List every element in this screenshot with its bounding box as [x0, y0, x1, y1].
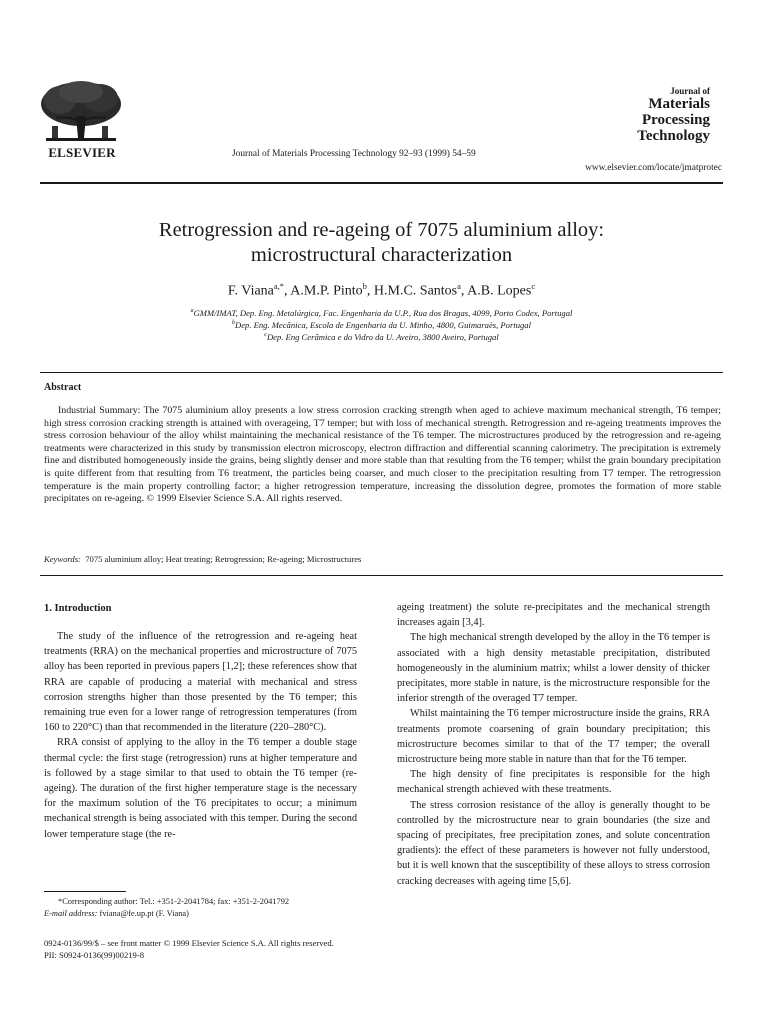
author-name: A.B. Lopes — [467, 283, 532, 299]
paragraph-continuation: ageing treatment) the solute re-precipitates and the mechanical strength increases again [3,4]. — [397, 602, 710, 629]
header-rule — [40, 182, 723, 184]
author-name: A.M.P. Pinto — [290, 283, 363, 299]
publisher-name: ELSEVIER — [48, 145, 116, 160]
email-address[interactable]: fviana@fe.up.pt (F. Viana) — [99, 908, 189, 918]
journal-logo-prefix: Journal of — [670, 86, 710, 96]
abstract-heading: Abstract — [44, 382, 82, 393]
journal-logo — [600, 86, 710, 144]
author-separator: , — [460, 283, 468, 299]
title-line-1: Retrogression and re-ageing of 7075 aluminium alloy: — [158, 219, 605, 241]
affiliation-marker: a — [190, 308, 194, 314]
journal-citation: Journal of Materials Processing Technology 92–93 (1999) 54–59 — [232, 149, 476, 159]
section-heading-introduction: 1. Introduction — [44, 603, 112, 614]
copyright-footer — [44, 937, 334, 961]
left-column — [44, 629, 357, 842]
author-affiliation-marker: b — [362, 281, 367, 291]
author-affiliation-marker: a,* — [273, 281, 285, 291]
copyright-line: 0924-0136/99/$ – see front matter © 1999 Elsevier Science S.A. All rights reserved. — [44, 938, 334, 948]
pii-line: PII: S0924-0136(99)00219-8 — [44, 950, 145, 960]
affiliation-a — [40, 306, 723, 319]
paragraph: The study of the influence of the retrogression and re-ageing heat treatments (RRA) on the mechanical properties and microstructure of 7075 alloy has been reported in previous papers [1,2]; these references show that RRA are capable of producing a material with mechanical and stress corrosion strengths higher than those presented by the T6 temper; this remaining true even for a lower range of retrogression temperatures (from 160 to 220°C) than that recommended in the literature (220–280°C). — [44, 631, 357, 734]
paragraph: The high density of fine precipitates is responsible for the high mechanical strength achieved with these treatments. — [397, 769, 710, 796]
footnote — [44, 896, 374, 919]
corresponding-author: *Corresponding author: Tel.: +351-2-2041784; fax: +351-2-2041792 — [58, 897, 290, 906]
author-affiliation-marker: c — [531, 281, 536, 291]
author-list — [40, 281, 723, 300]
abstract-text: Industrial Summary: The 7075 aluminium alloy presents a low stress corrosion cracking strength when aged to achieve maximum mechanical strength, T6 temper; high stress corrosion cracking strength is attained with overageing, T7 temper; but with loss of mechanical strength. Retrogression and re-ageing treatments improves the stress corrosion behaviour of the alloy whilst maintaining the mechanical resistance of the T6 temper. The microstructures produced by the retrogression and re-ageing treatments were characterized in this study by transmission electron microscopy, electron diffraction and differential scanning calorimetry. The precipitation is extremely fine and distributed homogeneously inside the grains, being slightly denser and more stable than that resulting from the T6 temper; whilst the grain boundary precipitation is quite different from that resulting from T6 treatment, the particles being coarser, and much closer to the precipitation resulting from T7 temper. The retrogression temperature is the main property controlling factor; a higher retrogression temperature, increasing the dissolution degree, promotes the formation of more stable precipitates on re-ageing. © 1999 Elsevier Science S.A. All rights reserved. — [44, 405, 721, 505]
keywords-list: 7075 aluminium alloy; Heat treating; Retrogression; Re-ageing; Microstructures — [85, 554, 362, 564]
author-name: F. Viana — [227, 283, 274, 299]
title-line-2: microstructural characterization — [250, 244, 513, 266]
affiliation-marker: b — [232, 320, 236, 326]
affiliation-c — [40, 330, 723, 343]
paragraph: The stress corrosion resistance of the alloy is generally thought to be controlled by the microstructure near to grain boundaries (the size and spacing of precipitates, free precipitation zones, and solute concentration gradients): the effect of these parameters is however not fully understood, but it is well known that the susceptibility of these alloys to stress corrosion cracking decreases with ageing time [5,6]. — [397, 799, 710, 887]
article-title — [40, 218, 723, 268]
journal-url[interactable]: www.elsevier.com/locate/jmatprotec — [585, 163, 722, 173]
abstract-bottom-rule — [40, 575, 723, 576]
author-affiliation-marker: a — [457, 281, 461, 291]
author-name: H.M.C. Santos — [373, 283, 458, 299]
author-separator: , — [366, 283, 374, 299]
right-column — [397, 600, 710, 889]
affiliation-text: Dep. Eng. Mecânica, Escola de Engenharia da U. Minho, 4800, Guimaraès, Portugal — [235, 319, 531, 330]
affiliation-b — [40, 318, 723, 331]
paragraph: Whilst maintaining the T6 temper microstructure inside the grains, RRA treatments promote coarsening of grain boundary precipitation; this microstructure becomes similar to that of the T7 temper; the overall microstructure being more stable in nature than that for the T6 temper. — [397, 708, 710, 766]
paragraph: The high mechanical strength developed by the alloy in the T6 temper is associated with a high density metastable precipitation, distributed homogeneously in the aluminium matrix; whilst a lower density of thicker precipitates, more stable in nature, is the microstructure responsible for the inferior strength of the overaged T7 temper. — [397, 632, 710, 705]
affiliation-marker: c — [264, 332, 267, 338]
elsevier-tree-logo — [38, 80, 124, 146]
footnote-rule — [44, 891, 126, 892]
journal-logo-line3: Technology — [637, 128, 710, 144]
email-label: E-mail address: — [44, 908, 98, 918]
journal-logo-line1: Materials — [648, 96, 710, 112]
affiliation-text: Dep. Eng Cerâmica e do Vidro da U. Aveiro, 3800 Aveiro, Portugal — [266, 331, 499, 342]
keywords — [44, 554, 361, 564]
keywords-label: Keywords: — [44, 554, 81, 564]
author-separator: , — [284, 283, 291, 299]
paragraph: RRA consist of applying to the alloy in the T6 temper a double stage thermal cycle: the first stage (retrogression) runs at higher temperature and is followed by a stage similar to that used to obtain the T6 temper (re-ageing). The duration of the first higher temperature stage is the necessary for the maximum solution of the T6 precipitates to occur; a minimum mechanical strength is being associated with this temper. During the second lower temperature stage (the re- — [44, 737, 357, 840]
journal-logo-line2: Processing — [641, 112, 710, 128]
abstract-top-rule — [40, 372, 723, 373]
affiliation-text: GMM/IMAT, Dep. Eng. Metalúrgica, Fac. Engenharia da U.P., Rua dos Bragas, 4099, Porto Codex, Portugal — [193, 307, 573, 318]
